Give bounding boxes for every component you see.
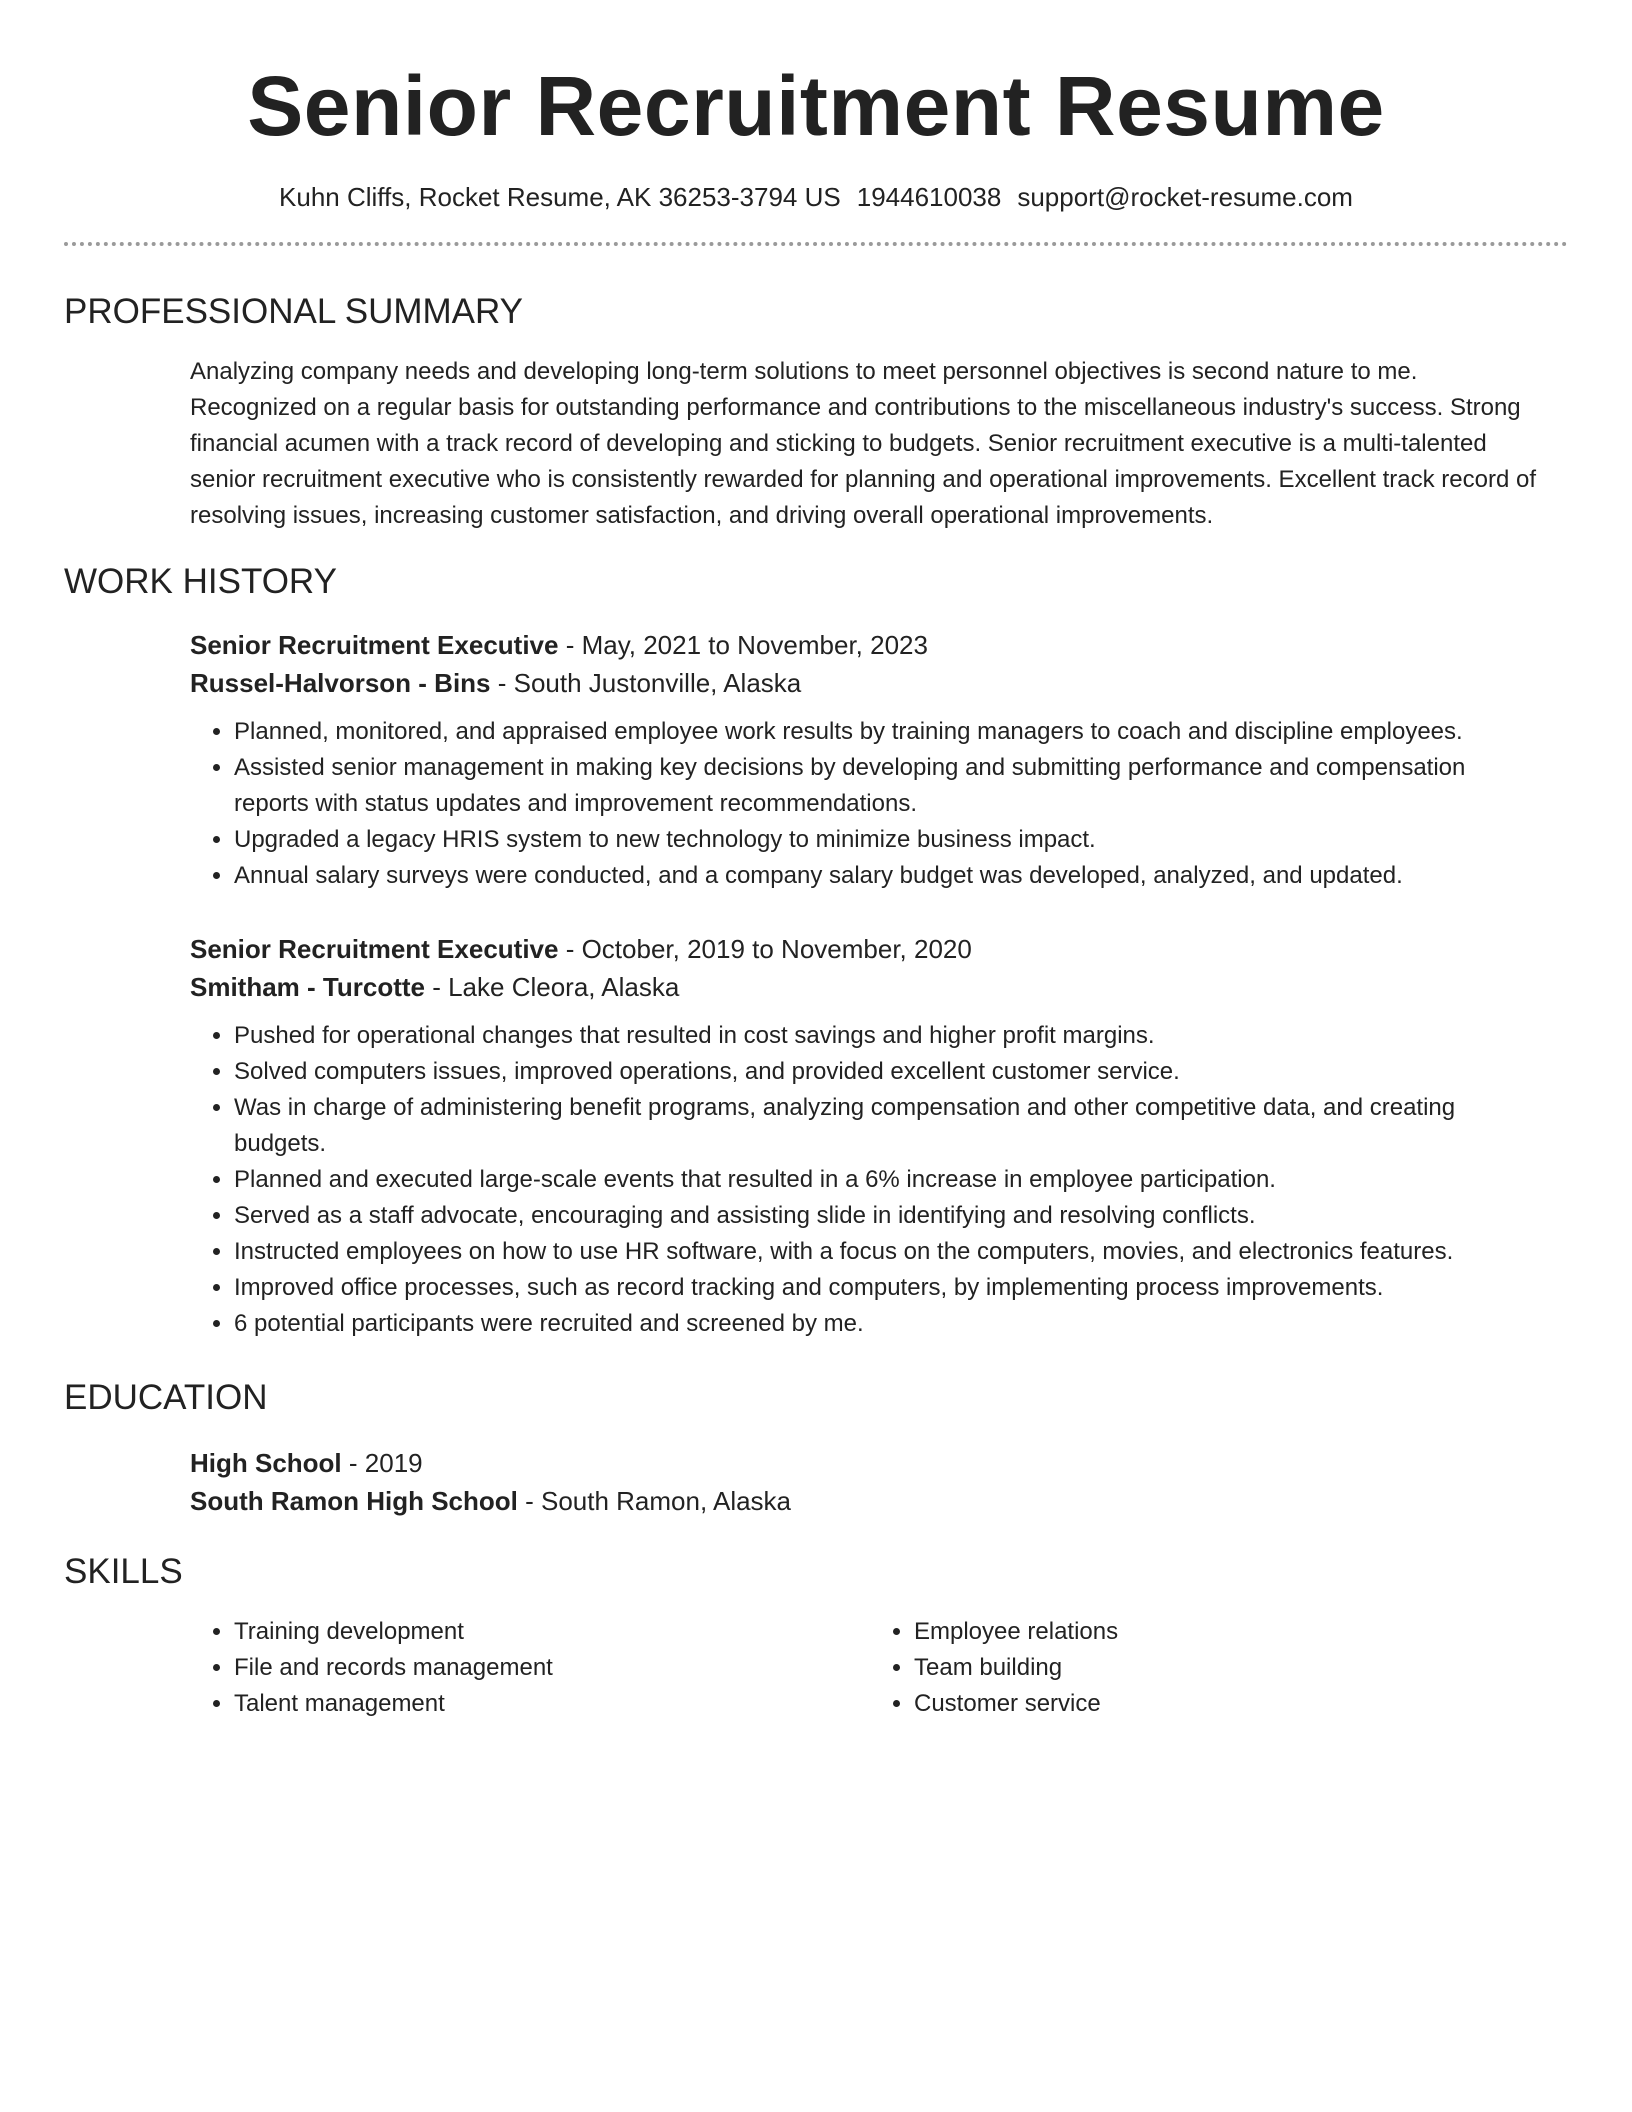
job-location: - Lake Cleora, Alaska: [424, 972, 680, 1002]
list-item: • Upgraded a legacy HRIS system to new technology to minimize business impact.: [234, 822, 1538, 858]
job-dates: - May, 2021 to November, 2023: [558, 630, 928, 660]
education-school-line: [190, 1482, 1538, 1520]
contact-phone: 1944610038: [856, 182, 1002, 212]
skills-grid: [190, 1614, 1538, 1722]
job-bullets: [190, 1018, 1538, 1342]
job-role: Senior Recruitment Executive: [190, 630, 559, 660]
skill-item: • Talent management: [234, 1686, 870, 1722]
list-item: • Planned, monitored, and appraised employee work results by training managers to coach and discipline employees.: [234, 714, 1538, 750]
list-item: • Was in charge of administering benefit programs, analyzing compensation and other competitive data, and creating budgets.: [234, 1090, 1538, 1162]
skills-column-right: [870, 1614, 1514, 1722]
job-company: Smitham - Turcotte: [190, 972, 425, 1002]
header-divider: [64, 242, 1568, 246]
list-item: • 6 potential participants were recruited and screened by me.: [234, 1306, 1538, 1342]
skill-item: • Employee relations: [914, 1614, 1514, 1650]
job-entry: [190, 626, 1538, 894]
job-role-line: [190, 930, 1538, 968]
list-item: • Planned and executed large-scale events that resulted in a 6% increase in employee participation.: [234, 1162, 1538, 1198]
summary-text: Analyzing company needs and developing long-term solutions to meet personnel objectives is second nature to me. Recognized on a regular basis for outstanding performance and contributions to the miscellaneous industry's success. Strong financial acumen with a track record of developing and sticking to budgets. Senior recruitment executive is a multi-talented senior recruitment executive who is consistently rewarded for planning and operational improvements. Excellent track record of resolving issues, increasing customer satisfaction, and driving overall operational improvements.: [190, 358, 1536, 529]
education-year: - 2019: [341, 1448, 423, 1478]
list-item: • Solved computers issues, improved operations, and provided excellent customer service.: [234, 1054, 1538, 1090]
education-school: South Ramon High School: [190, 1486, 518, 1516]
section-title-work-history: WORK HISTORY: [64, 562, 337, 601]
job-dates: - October, 2019 to November, 2020: [558, 934, 972, 964]
section-title-education: EDUCATION: [64, 1378, 268, 1417]
list-item: • Annual salary surveys were conducted, and a company salary budget was developed, analyzed, and updated.: [234, 858, 1538, 894]
education-location: - South Ramon, Alaska: [517, 1486, 792, 1516]
job-company-line: [190, 968, 1538, 1006]
resume-title: Senior Recruitment Resume: [247, 59, 1385, 153]
list-item: • Served as a staff advocate, encouraging and assisting slide in identifying and resolving conflicts.: [234, 1198, 1538, 1234]
skill-item: • Training development: [234, 1614, 870, 1650]
skill-item: • Team building: [914, 1650, 1514, 1686]
section-title-summary: PROFESSIONAL SUMMARY: [64, 292, 523, 331]
job-bullets: [190, 714, 1538, 894]
resume-page: [64, 0, 1568, 1722]
job-entry: [190, 930, 1538, 1342]
job-location: - South Justonville, Alaska: [490, 668, 802, 698]
section-title-skills: SKILLS: [64, 1552, 183, 1591]
education-entry: [190, 1444, 1538, 1520]
list-item: • Assisted senior management in making key decisions by developing and submitting performance and compensation reports with status updates and improvement recommendations.: [234, 750, 1538, 822]
skill-item: • File and records management: [234, 1650, 870, 1686]
job-company: Russel-Halvorson - Bins: [190, 668, 491, 698]
list-item: • Pushed for operational changes that resulted in cost savings and higher profit margins.: [234, 1018, 1538, 1054]
skills-column-left: [190, 1614, 870, 1722]
list-item: • Improved office processes, such as record tracking and computers, by implementing process improvements.: [234, 1270, 1538, 1306]
job-company-line: [190, 664, 1538, 702]
education-degree-line: [190, 1444, 1538, 1482]
education-degree: High School: [190, 1448, 342, 1478]
skill-item: • Customer service: [914, 1686, 1514, 1722]
list-item: • Instructed employees on how to use HR software, with a focus on the computers, movies, and electronics features.: [234, 1234, 1538, 1270]
contact-address: Kuhn Cliffs, Rocket Resume, AK 36253-3794 US: [279, 182, 841, 212]
contact-line: [64, 180, 1568, 214]
job-role: Senior Recruitment Executive: [190, 934, 559, 964]
contact-email: support@rocket-resume.com: [1017, 182, 1353, 212]
job-role-line: [190, 626, 1538, 664]
